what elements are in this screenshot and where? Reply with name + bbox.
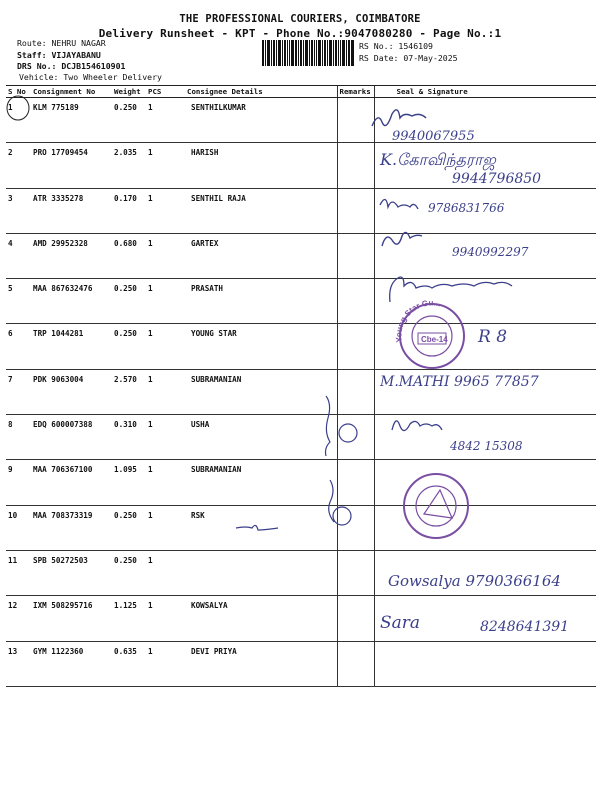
table-row [6, 641, 596, 686]
stamp-ring-text: Young Star Gu... [394, 298, 442, 343]
signature-cell [374, 188, 596, 233]
signature-12: Gowsalya 9790366164 [388, 572, 561, 590]
signature-2: K.கோவிந்தராஜ [380, 150, 496, 169]
sno-cell: 1 [6, 98, 31, 143]
weight-cell: 0.310 [112, 415, 146, 460]
col-header-sno: S No [6, 86, 31, 98]
weight-cell: 2.570 [112, 369, 146, 414]
weight-cell: 1.125 [112, 596, 146, 641]
pcs-cell: 1 [146, 324, 185, 369]
weight-cell: 0.250 [112, 550, 146, 595]
weight-cell: 0.680 [112, 233, 146, 278]
consignee-cell: PRASATH [185, 279, 337, 324]
col-header-remarks: Remarks [337, 86, 374, 98]
barcode [262, 40, 354, 66]
signature-cell [374, 324, 596, 369]
sno-cell: 7 [6, 369, 31, 414]
consignee-cell: KOWSALYA [185, 596, 337, 641]
signature-cell [374, 505, 596, 550]
pcs-cell: 1 [146, 188, 185, 233]
phone-7: M.MATHI 9965 77857 [380, 374, 539, 390]
pcs-cell: 1 [146, 505, 185, 550]
remarks-cell [337, 188, 374, 233]
weight-cell: 0.635 [112, 641, 146, 686]
phone-1: 9940067955 [392, 129, 475, 144]
table-row [6, 324, 596, 369]
consignment-cell: TRP 1044281 [31, 324, 112, 369]
remarks-cell [337, 98, 374, 143]
remarks-cell [337, 505, 374, 550]
table-row [6, 460, 596, 505]
consignment-cell: ATR 3335278 [31, 188, 112, 233]
pcs-cell: 1 [146, 143, 185, 188]
sno-cell: 9 [6, 460, 31, 505]
table-row [6, 505, 596, 550]
consignee-cell: SENTHILKUMAR [185, 98, 337, 143]
pcs-cell: 1 [146, 641, 185, 686]
consignment-cell: GYM 1122360 [31, 641, 112, 686]
route-label: Route: NEHRU NAGAR [17, 38, 106, 48]
sno-cell: 13 [6, 641, 31, 686]
pcs-cell: 1 [146, 233, 185, 278]
rs-number: RS No.: 1546109 [359, 41, 433, 51]
weight-cell: 0.170 [112, 188, 146, 233]
signature-cell [374, 233, 596, 278]
pcs-cell: 1 [146, 98, 185, 143]
sno-cell: 8 [6, 415, 31, 460]
table-row [6, 188, 596, 233]
table-row [6, 596, 596, 641]
table-row [6, 233, 596, 278]
col-header-weight: Weight [112, 86, 146, 98]
consignment-cell: EDQ 600007388 [31, 415, 112, 460]
pcs-cell: 1 [146, 369, 185, 414]
phone-3: 9786831766 [428, 201, 505, 215]
sno-cell: 10 [6, 505, 31, 550]
remarks-cell [337, 460, 374, 505]
consignment-cell: MAA 867632476 [31, 279, 112, 324]
signature-13: Sara [380, 613, 421, 633]
rs-date: RS Date: 07-May-2025 [359, 53, 458, 63]
table-row [6, 98, 596, 143]
col-header-consignment: Consignment No [31, 86, 112, 98]
remarks-cell [337, 233, 374, 278]
sno-cell: 2 [6, 143, 31, 188]
pcs-cell: 1 [146, 415, 185, 460]
signature-cell [374, 460, 596, 505]
consignment-cell: MAA 706367100 [31, 460, 112, 505]
sno-cell: 3 [6, 188, 31, 233]
sno-cell: 4 [6, 233, 31, 278]
drs-number: DRS No.: DCJB154610901 [17, 61, 126, 71]
remarks-cell [337, 550, 374, 595]
consignment-cell: PRO 17709454 [31, 143, 112, 188]
weight-cell: 0.250 [112, 505, 146, 550]
consignee-cell: RSK [185, 505, 337, 550]
sno-cell: 5 [6, 279, 31, 324]
remarks-cell [337, 143, 374, 188]
remarks-cell [337, 641, 374, 686]
phone-4: 9940992297 [452, 245, 529, 259]
sno-cell: 12 [6, 596, 31, 641]
table-row [6, 143, 596, 188]
pcs-cell: 1 [146, 460, 185, 505]
table-row [6, 415, 596, 460]
remarks-cell [337, 324, 374, 369]
remarks-cell [337, 415, 374, 460]
table-row [6, 279, 596, 324]
signature-cell [374, 279, 596, 324]
col-header-consignee: Consignee Details [185, 86, 337, 98]
signature-cell [374, 369, 596, 414]
col-header-signature: Seal & Signature [374, 86, 596, 98]
table-row [6, 369, 596, 414]
signature-cell [374, 415, 596, 460]
pcs-cell: 1 [146, 279, 185, 324]
pcs-cell: 1 [146, 550, 185, 595]
signature-cell [374, 98, 596, 143]
table-header-row [6, 86, 596, 98]
consignee-cell: GARTEX [185, 233, 337, 278]
weight-cell: 0.250 [112, 98, 146, 143]
phone-13: 8248641391 [480, 619, 570, 635]
consignment-cell: AMD 29952328 [31, 233, 112, 278]
phone-2: 9944796850 [452, 171, 542, 187]
consignee-cell: USHA [185, 415, 337, 460]
consignee-cell [185, 550, 337, 595]
remarks-cell [337, 279, 374, 324]
weight-cell: 0.250 [112, 279, 146, 324]
runsheet-subtitle: Delivery Runsheet - KPT - Phone No.:9047080280 - Page No.:1 [98, 27, 502, 40]
stamp-center-text: Cbe-14 [421, 335, 448, 344]
consignee-cell: YOUNG STAR [185, 324, 337, 369]
consignment-cell: IXM 508295716 [31, 596, 112, 641]
weight-cell: 1.095 [112, 460, 146, 505]
mark-6: R 8 [478, 327, 508, 347]
consignee-cell: DEVI PRIYA [185, 641, 337, 686]
weight-cell: 0.250 [112, 324, 146, 369]
weight-cell: 2.035 [112, 143, 146, 188]
staff-label: Staff: VIJAYABANU [17, 50, 101, 60]
consignee-cell: HARISH [185, 143, 337, 188]
signature-cell [374, 550, 596, 595]
vehicle-label: Vehicle: Two Wheeler Delivery [19, 72, 162, 82]
consignee-cell: SUBRAMANIAN [185, 460, 337, 505]
consignment-cell: SPB 50272503 [31, 550, 112, 595]
remarks-cell [337, 369, 374, 414]
signature-cell [374, 143, 596, 188]
sno-cell: 6 [6, 324, 31, 369]
sno-cell: 11 [6, 550, 31, 595]
company-title: THE PROFESSIONAL COURIERS, COIMBATORE [179, 13, 421, 25]
table-row [6, 550, 596, 595]
signature-cell [374, 596, 596, 641]
pcs-cell: 1 [146, 596, 185, 641]
remarks-cell [337, 596, 374, 641]
consignment-cell: KLM 775189 [31, 98, 112, 143]
phone-9: 4842 15308 [450, 439, 523, 453]
col-header-pcs: PCS [146, 86, 185, 98]
consignee-cell: SENTHIL RAJA [185, 188, 337, 233]
consignee-cell: SUBRAMANIAN [185, 369, 337, 414]
consignment-cell: PDK 9063004 [31, 369, 112, 414]
consignment-cell: MAA 708373319 [31, 505, 112, 550]
runsheet-table [6, 85, 596, 687]
signature-cell [374, 641, 596, 686]
